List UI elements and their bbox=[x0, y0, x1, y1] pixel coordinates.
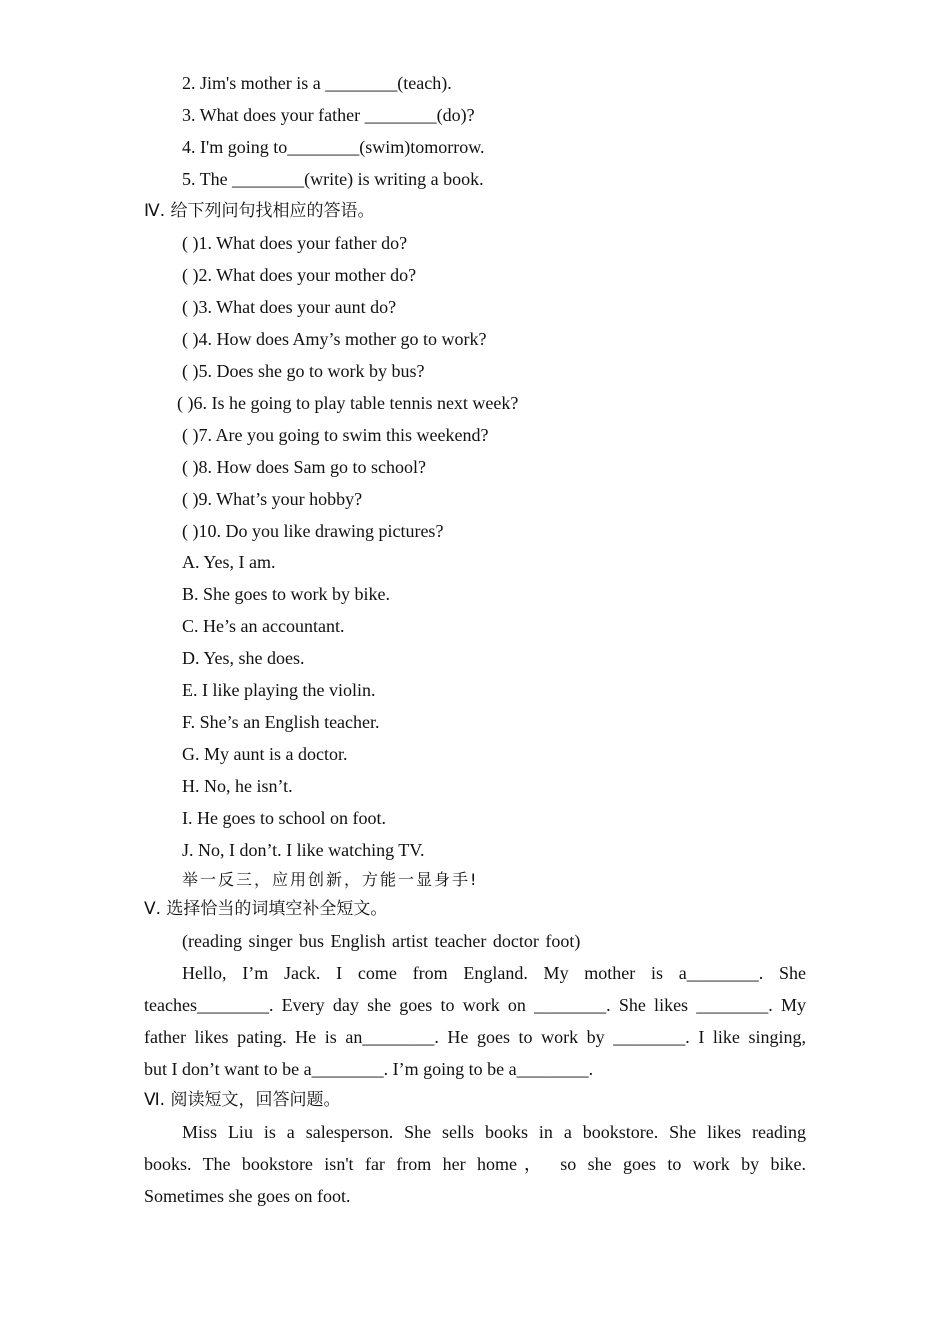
answer-i: I. He goes to school on foot. bbox=[182, 808, 386, 828]
passage6-line-2: books. The bookstore isn't far from her home， so she goes to work by bike. bbox=[144, 1154, 806, 1174]
fill-item-4: 4. I'm going to________(swim)tomorrow. bbox=[182, 137, 485, 157]
question-8: ( )8. How does Sam go to school? bbox=[182, 457, 426, 477]
hint-line: 举一反三，应用创新，方能一显身手! bbox=[182, 870, 479, 889]
answer-d: D. Yes, she does. bbox=[182, 648, 305, 668]
question-7: ( )7. Are you going to swim this weekend? bbox=[182, 425, 489, 445]
answer-g: G. My aunt is a doctor. bbox=[182, 744, 348, 764]
section4-heading: Ⅳ. 给下列问句找相应的答语。 bbox=[144, 201, 375, 221]
section6-heading: Ⅵ. 阅读短文，回答问题。 bbox=[144, 1090, 341, 1110]
word-bank: (reading singer bus English artist teacher doctor foot) bbox=[182, 931, 581, 951]
fill-item-3: 3. What does your father ________(do)? bbox=[182, 105, 475, 125]
question-1: ( )1. What does your father do? bbox=[182, 233, 408, 253]
question-2: ( )2. What does your mother do? bbox=[182, 265, 417, 285]
question-10: ( )10. Do you like drawing pictures? bbox=[182, 521, 444, 541]
passage5-line-2: teaches________. Every day she goes to work on ________. She likes ________. My bbox=[144, 995, 806, 1015]
passage5-line-1: Hello, I’m Jack. I come from England. My mother is a________. She bbox=[182, 963, 806, 983]
passage6-line-3: Sometimes she goes on foot. bbox=[144, 1186, 351, 1206]
answer-f: F. She’s an English teacher. bbox=[182, 712, 380, 732]
passage5-line-4: but I don’t want to be a________. I’m going to be a________. bbox=[144, 1059, 594, 1079]
answer-e: E. I like playing the violin. bbox=[182, 680, 376, 700]
fill-item-2: 2. Jim's mother is a ________(teach). bbox=[182, 73, 452, 93]
answer-j: J. No, I don’t. I like watching TV. bbox=[182, 840, 425, 860]
answer-c: C. He’s an accountant. bbox=[182, 616, 345, 636]
question-5: ( )5. Does she go to work by bus? bbox=[182, 361, 425, 381]
answer-h: H. No, he isn’t. bbox=[182, 776, 293, 796]
question-3: ( )3. What does your aunt do? bbox=[182, 297, 397, 317]
answer-b: B. She goes to work by bike. bbox=[182, 584, 390, 604]
question-6: ( )6. Is he going to play table tennis next week? bbox=[177, 393, 519, 413]
answer-a: A. Yes, I am. bbox=[182, 552, 276, 572]
fill-item-5: 5. The ________(write) is writing a book. bbox=[182, 169, 484, 189]
question-4: ( )4. How does Amy’s mother go to work? bbox=[182, 329, 487, 349]
question-9: ( )9. What’s your hobby? bbox=[182, 489, 363, 509]
passage5-line-3: father likes pating. He is an________. He goes to work by ________. I like singing, bbox=[144, 1027, 806, 1047]
section5-heading: Ⅴ. 选择恰当的词填空补全短文。 bbox=[144, 899, 388, 919]
passage6-line-1: Miss Liu is a salesperson. She sells books in a bookstore. She likes reading bbox=[182, 1122, 806, 1142]
